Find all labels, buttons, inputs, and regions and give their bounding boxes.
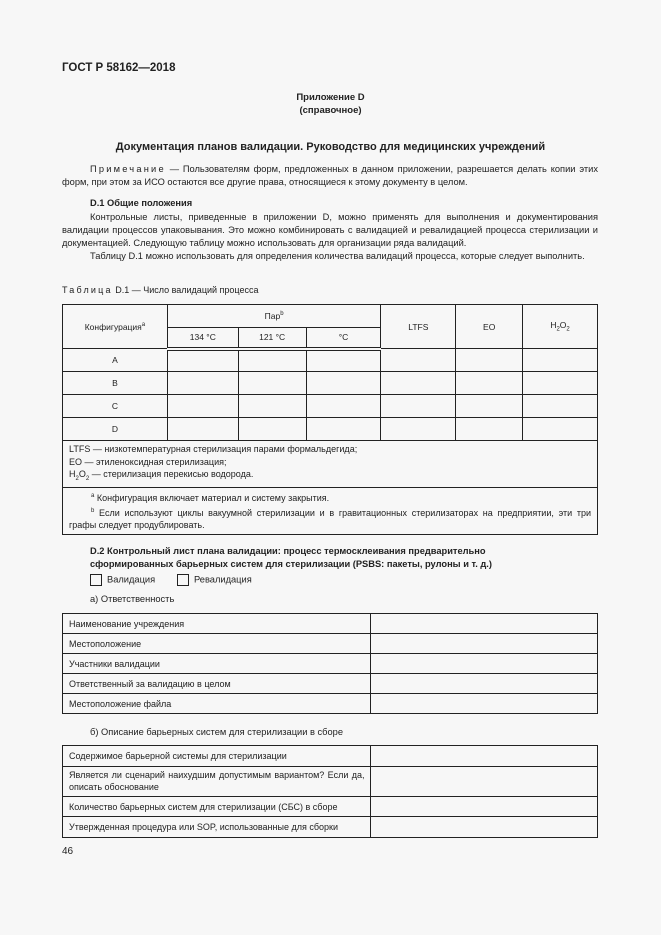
cell[interactable] bbox=[167, 372, 238, 395]
cell[interactable] bbox=[306, 349, 381, 372]
page-number: 46 bbox=[62, 846, 74, 857]
abbrev-h2o2: $H_2O_2$ — стерилизация перекисью водорода. bbox=[69, 469, 254, 482]
input-cell[interactable] bbox=[371, 694, 598, 714]
checkbox-icon[interactable] bbox=[177, 574, 189, 586]
row-label: Участники валидации bbox=[63, 654, 371, 674]
abbrev-ltfs: LTFS — низкотемпературная стерилизация парами формальдегида; bbox=[69, 444, 358, 454]
cell[interactable] bbox=[523, 395, 598, 418]
table-row bbox=[63, 817, 598, 838]
input-cell[interactable] bbox=[371, 746, 598, 767]
table-row bbox=[63, 372, 598, 395]
footnotes-row bbox=[63, 488, 598, 535]
row-label: Наименование учреждения bbox=[63, 614, 371, 634]
cell[interactable] bbox=[456, 349, 523, 372]
header-h2o2: $H_2O_2$ bbox=[523, 305, 598, 349]
input-cell[interactable] bbox=[371, 767, 598, 797]
cell[interactable] bbox=[238, 349, 306, 372]
section-d2-heading-line-2: сформированных барьерных систем для стерилизации (PSBS: пакеты, рулоны и т. д.) bbox=[90, 559, 492, 569]
table-d1 bbox=[62, 304, 598, 535]
cell[interactable] bbox=[381, 349, 456, 372]
table-row bbox=[63, 654, 598, 674]
header-steam: Пар$^b$ bbox=[167, 305, 381, 328]
cell[interactable] bbox=[381, 418, 456, 441]
row-label: D bbox=[63, 418, 168, 441]
table-row bbox=[63, 674, 598, 694]
table-row bbox=[63, 767, 598, 797]
note-paragraph bbox=[62, 163, 598, 189]
input-cell[interactable] bbox=[371, 797, 598, 817]
annex-type: (справочное) bbox=[299, 105, 362, 116]
table-row bbox=[63, 418, 598, 441]
table-caption-text: D.1 — Число валидаций процесса bbox=[112, 285, 259, 295]
input-cell[interactable] bbox=[371, 674, 598, 694]
cell[interactable] bbox=[381, 372, 456, 395]
table-row bbox=[63, 694, 598, 714]
header-steam-121: 121 °C bbox=[238, 328, 306, 349]
section-d2-heading-line-1: D.2 Контрольный лист плана валидации: процесс термосклеивания предварительно bbox=[90, 546, 486, 556]
cell[interactable] bbox=[456, 418, 523, 441]
footnote-b: $^b$ Если используют циклы вакуумной стерилизации и в гравитационных стерилизаторах на предприятии, эти три графы следует продублировать. bbox=[69, 507, 591, 531]
cell[interactable] bbox=[167, 349, 238, 372]
sub-b-label: б) Описание барьерных систем для стерилизации в сборе bbox=[90, 727, 343, 737]
table-d1-caption bbox=[62, 284, 598, 297]
cell[interactable] bbox=[167, 395, 238, 418]
section-d1-paragraph-2: Таблицу D.1 можно использовать для определения количества валидаций процесса, которые следует выполнить. bbox=[90, 251, 585, 261]
page-title: Документация планов валидации. Руководство для медицинских учреждений bbox=[115, 141, 546, 153]
table-row bbox=[63, 395, 598, 418]
abbrev-eo: EO — этиленоксидная стерилизация; bbox=[69, 456, 227, 467]
cell[interactable] bbox=[523, 418, 598, 441]
row-label: Утвержденная процедура или SOP, использованные для сборки bbox=[63, 817, 371, 838]
cell[interactable] bbox=[238, 372, 306, 395]
barrier-systems-table bbox=[62, 745, 598, 838]
sub-a-label: а) Ответственность bbox=[90, 594, 175, 604]
header-steam-other: °C bbox=[306, 328, 381, 349]
table-row bbox=[63, 349, 598, 372]
row-label: C bbox=[63, 395, 168, 418]
header-steam-134: 134 °C bbox=[167, 328, 238, 349]
row-label: Является ли сценарий наихудшим допустимым вариантом? Если да, описать обоснование bbox=[63, 767, 371, 797]
cell[interactable] bbox=[381, 395, 456, 418]
cell[interactable] bbox=[238, 395, 306, 418]
cell[interactable] bbox=[523, 372, 598, 395]
cell[interactable] bbox=[456, 372, 523, 395]
table-row bbox=[63, 797, 598, 817]
header-config: Конфигурация$^a$ bbox=[63, 305, 168, 349]
header-eo: EO bbox=[456, 305, 523, 349]
cell[interactable] bbox=[306, 372, 381, 395]
table-row bbox=[63, 634, 598, 654]
row-label: A bbox=[63, 349, 168, 372]
input-cell[interactable] bbox=[371, 654, 598, 674]
input-cell[interactable] bbox=[371, 634, 598, 654]
section-d1-paragraph-1: Контрольные листы, приведенные в приложении D, можно применять для выполнения и документирования валидации процессов упаковывания. Это можно комбинировать с валидацией и ревалидацией процесса стерилизации и документацией. Следующую таблицу можно использовать для организации ряда валидаций. bbox=[62, 212, 598, 248]
note-text: — Пользователям форм, предложенных в данном приложении, разрешается делать копии этих форм, при этом за ИСО остаются все другие права, относящиеся к этому документу в целом. bbox=[62, 164, 598, 187]
row-label: B bbox=[63, 372, 168, 395]
cell[interactable] bbox=[306, 395, 381, 418]
cell[interactable] bbox=[306, 418, 381, 441]
note-prefix: Примечание bbox=[90, 164, 166, 174]
row-label: Содержимое барьерной системы для стерилизации bbox=[63, 746, 371, 767]
cell[interactable] bbox=[456, 395, 523, 418]
cell[interactable] bbox=[523, 349, 598, 372]
row-label: Количество барьерных систем для стерилизации (СБС) в сборе bbox=[63, 797, 371, 817]
abbreviations-row bbox=[63, 441, 598, 488]
table-caption-prefix: Таблица bbox=[62, 285, 113, 295]
input-cell[interactable] bbox=[371, 817, 598, 838]
checkbox-icon[interactable] bbox=[90, 574, 102, 586]
footnote-a: $^a$ Конфигурация включает материал и систему закрытия. bbox=[91, 493, 330, 504]
checkbox-validation[interactable]: Валидация bbox=[90, 574, 155, 586]
checkbox-revalidation[interactable]: Ревалидация bbox=[177, 574, 252, 586]
standard-number: ГОСТ Р 58162—2018 bbox=[62, 62, 176, 74]
table-row bbox=[63, 746, 598, 767]
header-ltfs: LTFS bbox=[381, 305, 456, 349]
cell[interactable] bbox=[238, 418, 306, 441]
row-label: Местоположение файла bbox=[63, 694, 371, 714]
table-row bbox=[63, 614, 598, 634]
responsibility-table bbox=[62, 613, 598, 714]
input-cell[interactable] bbox=[371, 614, 598, 634]
row-label: Ответственный за валидацию в целом bbox=[63, 674, 371, 694]
row-label: Местоположение bbox=[63, 634, 371, 654]
annex-label: Приложение D bbox=[296, 92, 365, 103]
section-d1-heading: D.1 Общие положения bbox=[90, 198, 193, 208]
cell[interactable] bbox=[167, 418, 238, 441]
